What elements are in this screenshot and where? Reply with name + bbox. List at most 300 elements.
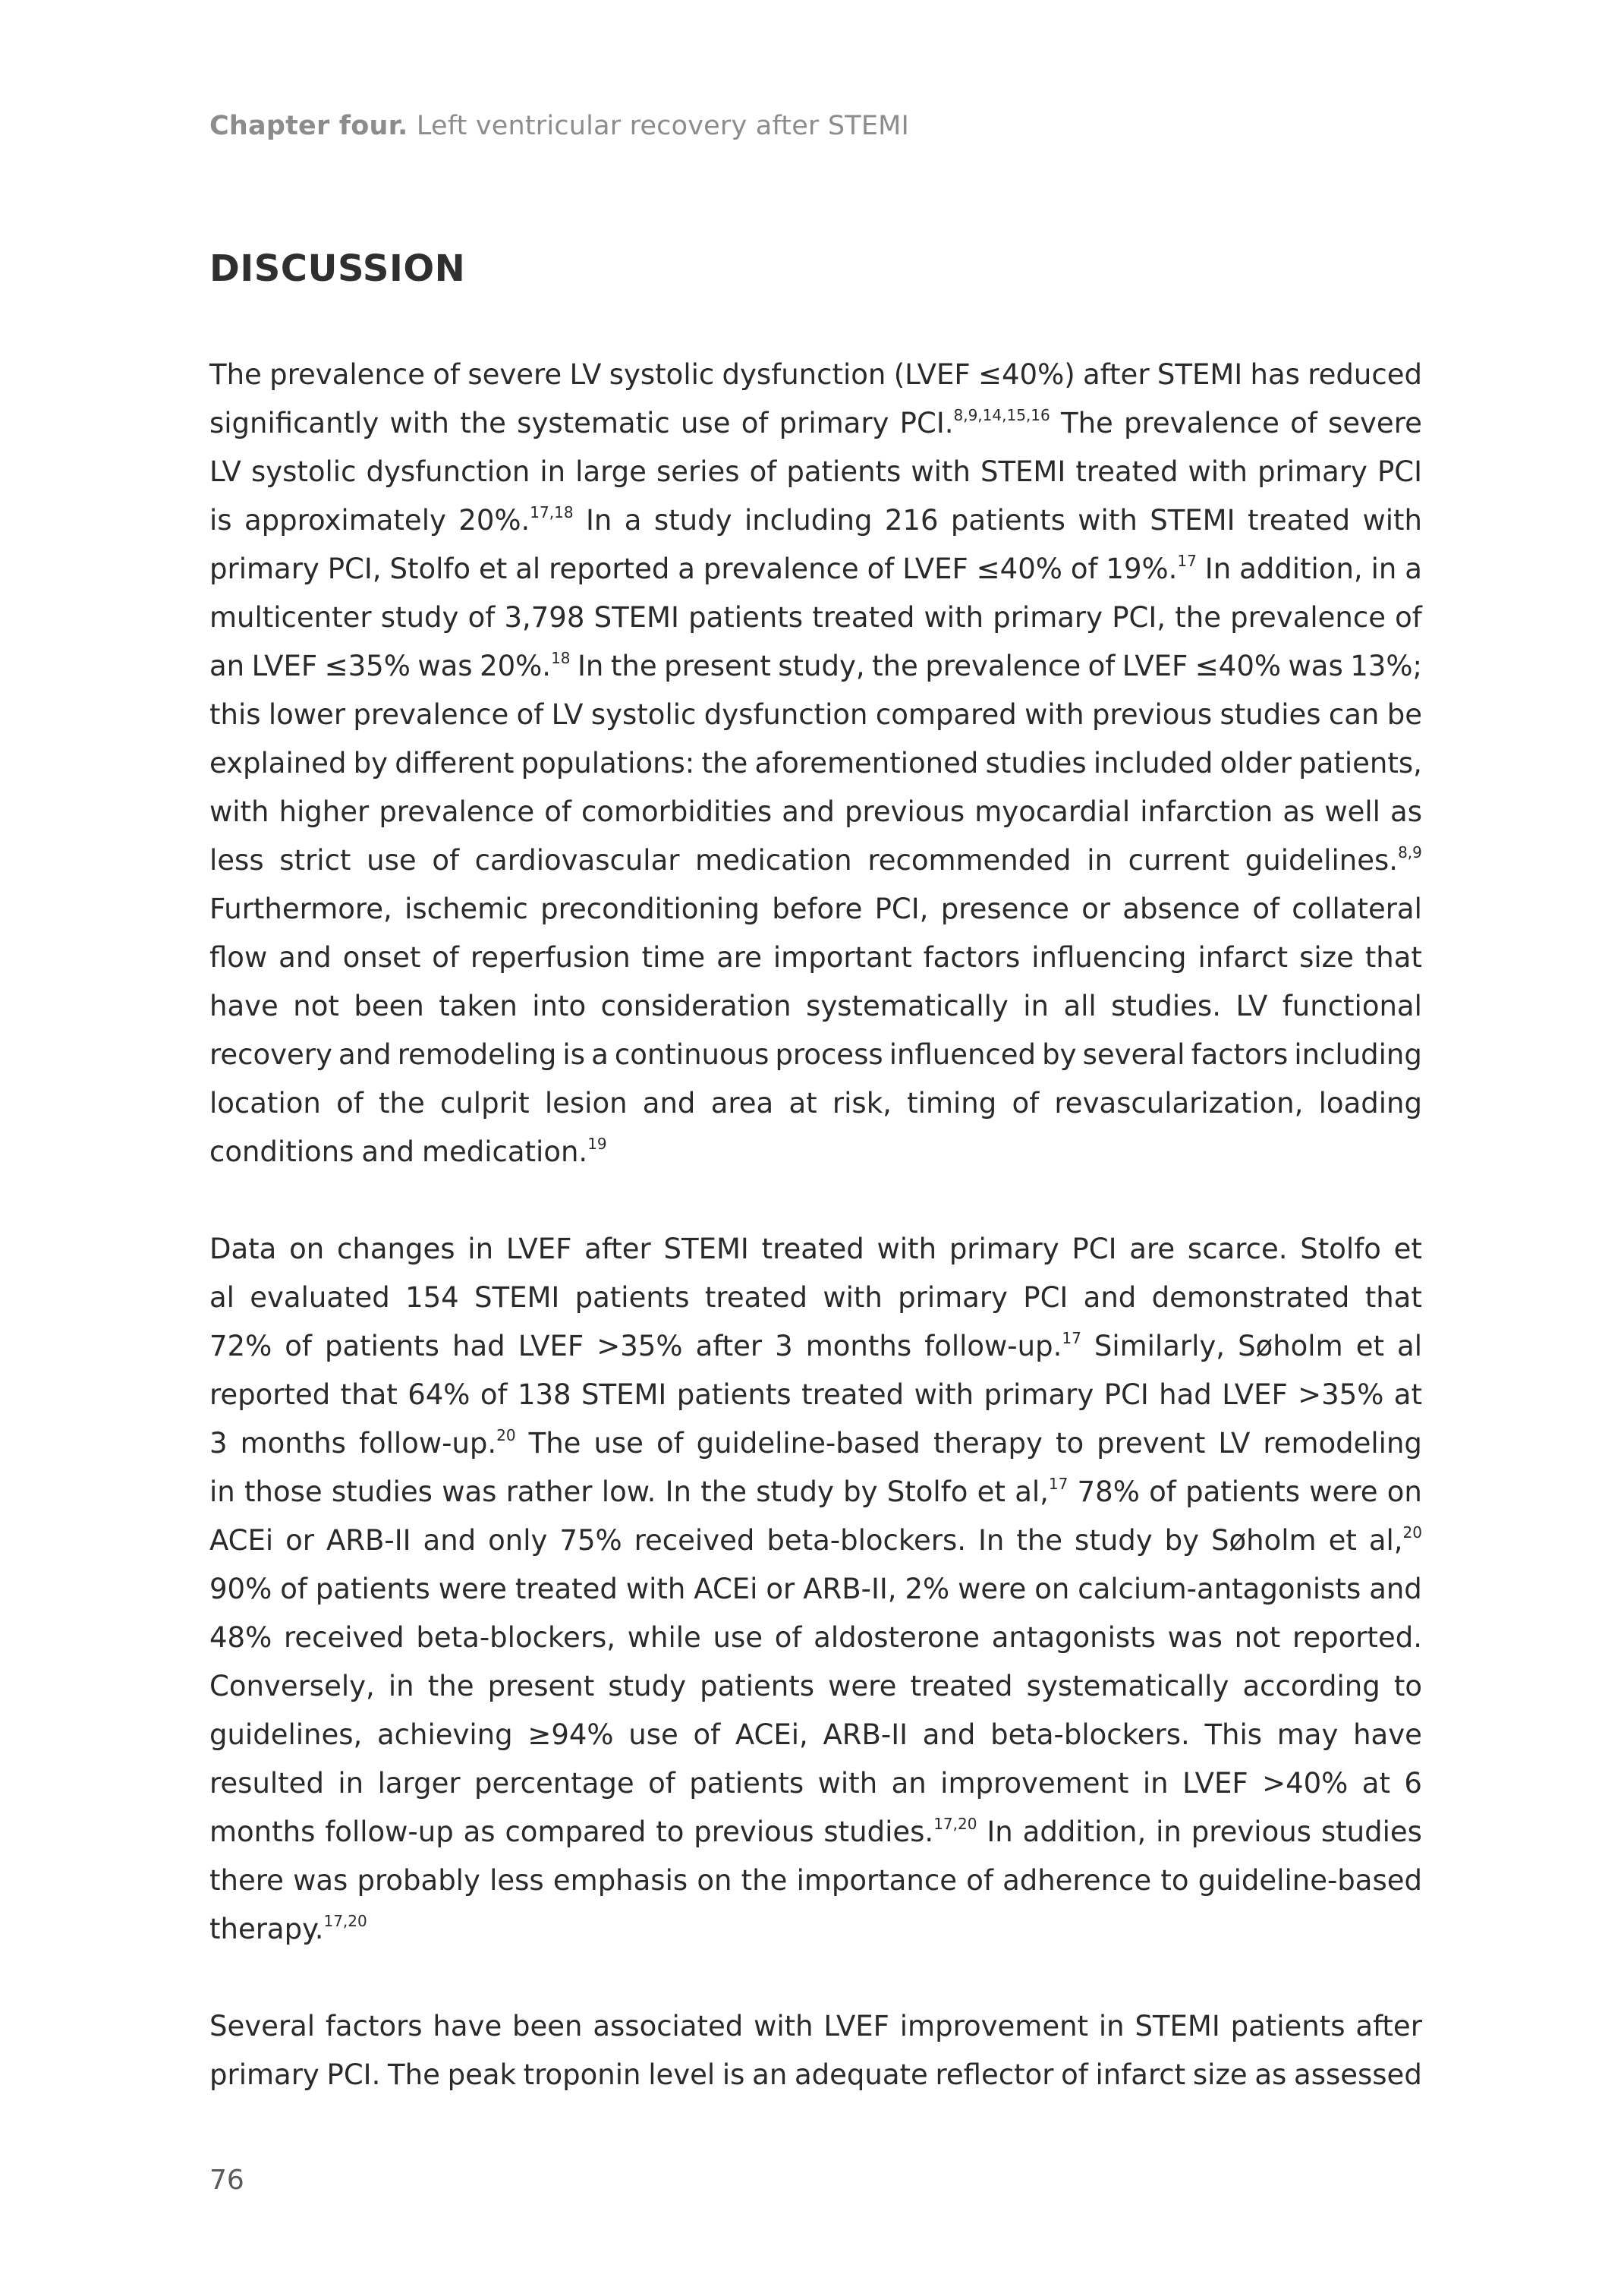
word: a bbox=[678, 553, 695, 585]
word: treated bbox=[1075, 455, 1179, 488]
word: including bbox=[1294, 1038, 1422, 1071]
word: PCI, bbox=[874, 893, 929, 925]
word: patients bbox=[1185, 1475, 1301, 1508]
word: PCI. bbox=[326, 2058, 381, 2091]
word: remodeling bbox=[1263, 1427, 1422, 1460]
word: patients bbox=[325, 1330, 439, 1362]
body-text bbox=[209, 351, 1422, 2148]
word: In bbox=[977, 1524, 1005, 1557]
word: including bbox=[744, 504, 873, 537]
word: location bbox=[209, 1087, 321, 1120]
word: 78% bbox=[1077, 1475, 1140, 1508]
word: months bbox=[805, 1330, 912, 1362]
word: treated bbox=[515, 1573, 618, 1605]
word: to bbox=[1393, 1670, 1422, 1702]
word: treated bbox=[704, 1281, 808, 1314]
word: The bbox=[209, 358, 262, 391]
word: ARB-II, bbox=[803, 1573, 897, 1605]
word: in bbox=[1142, 1767, 1169, 1800]
text-line bbox=[209, 1274, 1422, 1322]
citation-superscript: 17,18 bbox=[530, 503, 574, 521]
text-line bbox=[209, 1808, 1422, 1857]
word: several bbox=[1082, 1038, 1185, 1071]
word: of bbox=[741, 407, 769, 439]
word: 154 bbox=[405, 1281, 459, 1314]
text-line bbox=[209, 1565, 1422, 1614]
word: of bbox=[544, 795, 571, 828]
word: 72% bbox=[209, 1330, 272, 1362]
word: LV bbox=[209, 455, 241, 488]
word: or bbox=[766, 1573, 795, 1605]
word: 3,798 bbox=[504, 601, 585, 634]
word: changes bbox=[337, 1233, 455, 1265]
word: follow-up.$^{17}$ bbox=[924, 1329, 1081, 1362]
word: have bbox=[1353, 1718, 1422, 1751]
text-line bbox=[209, 1031, 1422, 1079]
word: by bbox=[1164, 1524, 1200, 1557]
word: higher bbox=[279, 795, 370, 828]
word: in bbox=[1087, 844, 1113, 877]
word: by bbox=[353, 747, 389, 779]
word: LVEF bbox=[1182, 1767, 1248, 1800]
word: were bbox=[958, 1573, 1027, 1605]
word: >40% bbox=[1262, 1767, 1349, 1800]
word: LVEF bbox=[823, 2010, 889, 2042]
word: et bbox=[977, 1475, 1006, 1508]
word: primary bbox=[209, 2058, 319, 2091]
word: to bbox=[1160, 1864, 1189, 1897]
word: treated bbox=[1247, 504, 1351, 537]
word: are bbox=[1129, 1233, 1176, 1265]
word: In bbox=[1204, 553, 1232, 585]
text-line bbox=[209, 351, 1422, 399]
word: prevalence bbox=[269, 358, 425, 391]
word: STEMI bbox=[1157, 358, 1243, 391]
word: study, bbox=[778, 650, 865, 682]
word: previous bbox=[844, 795, 965, 828]
word: of bbox=[648, 1767, 675, 1800]
word: 216 bbox=[884, 504, 939, 537]
word: with bbox=[1024, 698, 1084, 731]
word: with bbox=[625, 1573, 686, 1605]
word: or bbox=[285, 1524, 314, 1557]
word: was bbox=[1167, 1621, 1223, 1654]
word: those bbox=[244, 1475, 323, 1508]
word: reflector bbox=[935, 2058, 1054, 2091]
word: 2% bbox=[905, 1573, 950, 1605]
word: after bbox=[584, 1233, 651, 1265]
word: treated bbox=[910, 1670, 1013, 1702]
word: use bbox=[593, 1427, 644, 1460]
word: lower bbox=[268, 698, 346, 731]
word: of bbox=[280, 1573, 307, 1605]
word: received bbox=[283, 1621, 404, 1654]
word: aforementioned bbox=[754, 747, 979, 779]
word: may bbox=[1276, 1718, 1339, 1751]
word: at bbox=[1361, 1767, 1390, 1800]
word: received bbox=[634, 1524, 755, 1557]
paragraph bbox=[209, 351, 1422, 1176]
word: explained bbox=[209, 747, 347, 779]
word: can bbox=[1328, 698, 1380, 731]
word: a bbox=[1405, 553, 1422, 585]
word: patients bbox=[574, 1281, 690, 1314]
word: factors bbox=[1191, 1038, 1289, 1071]
word: Stolfo bbox=[389, 553, 471, 585]
word: was bbox=[293, 1864, 348, 1897]
word: ACEi bbox=[209, 1524, 274, 1557]
word: and bbox=[338, 1038, 392, 1071]
word: with bbox=[1188, 455, 1248, 488]
word: STEMI bbox=[1150, 504, 1235, 537]
word: remodeling bbox=[397, 1038, 557, 1071]
text-line bbox=[209, 934, 1422, 982]
word: an bbox=[891, 1767, 927, 1800]
word: Stolfo bbox=[886, 1475, 968, 1508]
word: on bbox=[697, 1864, 732, 1897]
word: and bbox=[922, 1718, 976, 1751]
word: LV bbox=[569, 358, 602, 391]
word: rather bbox=[505, 1475, 593, 1508]
word: present bbox=[487, 1670, 595, 1702]
word: et bbox=[1328, 1524, 1357, 1557]
word: at bbox=[788, 1087, 817, 1120]
word: PCI bbox=[1377, 455, 1422, 488]
word: PCI bbox=[1072, 1233, 1117, 1265]
word: comorbidities bbox=[581, 795, 773, 828]
word: dysfunction bbox=[703, 698, 868, 731]
running-header bbox=[209, 111, 909, 141]
word: study bbox=[1075, 1524, 1153, 1557]
word: after bbox=[1355, 2010, 1422, 2042]
word: lesion bbox=[544, 1087, 628, 1120]
word: adherence bbox=[1002, 1864, 1152, 1897]
word: the bbox=[872, 650, 918, 682]
word: compared bbox=[875, 698, 1017, 731]
word: reperfusion bbox=[470, 941, 631, 974]
word: et bbox=[1355, 1330, 1384, 1362]
word: as bbox=[1254, 2058, 1287, 2091]
word: is bbox=[562, 1038, 585, 1071]
word: treated bbox=[801, 1378, 905, 1411]
text-line bbox=[209, 594, 1422, 642]
word: patients bbox=[676, 1378, 792, 1411]
word: 64% bbox=[408, 1378, 471, 1411]
text-line bbox=[209, 1516, 1422, 1565]
word: the bbox=[1175, 601, 1221, 634]
word: an bbox=[752, 2058, 788, 2091]
word: previous bbox=[1191, 1816, 1311, 1848]
word: of bbox=[480, 1378, 508, 1411]
chapter-label: Chapter four. bbox=[209, 111, 408, 141]
word: in bbox=[540, 455, 566, 488]
text-line bbox=[209, 1419, 1422, 1468]
word: systolic bbox=[250, 455, 357, 488]
word: absence bbox=[1122, 893, 1241, 925]
word: systematically bbox=[806, 990, 1009, 1022]
word: ≥94% bbox=[527, 1718, 614, 1751]
word: study bbox=[608, 1670, 686, 1702]
word: percentage bbox=[474, 1767, 634, 1800]
word: ≤40%) bbox=[977, 358, 1075, 391]
word: larger bbox=[377, 1767, 461, 1800]
word: al bbox=[515, 553, 541, 585]
word: in bbox=[1156, 1816, 1182, 1848]
citation-superscript: 20 bbox=[496, 1426, 516, 1444]
citation-superscript: 19 bbox=[587, 1135, 607, 1153]
word: the bbox=[1016, 1524, 1063, 1557]
word: of bbox=[749, 455, 777, 488]
word: strict bbox=[279, 844, 351, 877]
word: present bbox=[664, 650, 771, 682]
word: PCI bbox=[1023, 1281, 1069, 1314]
word: primary bbox=[993, 601, 1103, 634]
word: prevalence bbox=[703, 553, 859, 585]
word: In bbox=[585, 504, 612, 537]
word: troponin bbox=[523, 2058, 641, 2091]
word: and bbox=[423, 1524, 477, 1557]
word: were bbox=[438, 1573, 507, 1605]
text-line bbox=[209, 642, 1422, 691]
word: resulted bbox=[209, 1767, 324, 1800]
word: of bbox=[336, 1087, 364, 1120]
word: dysfunction bbox=[366, 455, 530, 488]
text-line bbox=[209, 1857, 1422, 1905]
word: loading bbox=[1318, 1087, 1422, 1120]
citation-superscript: 8,9,14,15,16 bbox=[953, 406, 1050, 424]
word: infarct bbox=[1095, 2058, 1186, 2091]
word: and bbox=[782, 795, 835, 828]
word: studies bbox=[331, 1475, 433, 1508]
text-line bbox=[209, 1711, 1422, 1759]
word: use bbox=[367, 844, 417, 877]
word: with bbox=[877, 1233, 937, 1265]
word: with bbox=[1362, 504, 1422, 537]
word: follow-up bbox=[325, 1816, 454, 1848]
text-line bbox=[209, 545, 1422, 594]
word: ACEi, bbox=[735, 1718, 808, 1751]
word: the bbox=[700, 1475, 747, 1508]
word: of bbox=[867, 553, 895, 585]
word: after bbox=[695, 1330, 763, 1362]
word: prevalence bbox=[1230, 601, 1386, 634]
word: influenced bbox=[889, 1038, 1037, 1071]
word: size bbox=[1192, 2058, 1248, 2091]
word: medication.$^{19}$ bbox=[421, 1135, 607, 1168]
word: studies bbox=[1220, 698, 1321, 731]
word: preconditioning bbox=[540, 893, 760, 925]
word: of bbox=[1395, 601, 1422, 634]
word: at bbox=[1393, 1378, 1422, 1411]
word: 75% bbox=[559, 1524, 622, 1557]
word: medication bbox=[695, 844, 852, 877]
word: not bbox=[1234, 1621, 1281, 1654]
word: STEMI bbox=[1135, 2010, 1220, 2042]
word: risk, bbox=[832, 1087, 892, 1120]
word: were bbox=[828, 1670, 897, 1702]
word: calcium-antagonists bbox=[1078, 1573, 1361, 1605]
word: different bbox=[395, 747, 515, 779]
word: approximately bbox=[244, 504, 446, 537]
page-number: 76 bbox=[209, 2165, 244, 2196]
word: LV bbox=[1218, 1427, 1251, 1460]
word: guideline-based bbox=[1198, 1864, 1422, 1897]
word: In bbox=[987, 1816, 1013, 1848]
text-line bbox=[209, 2002, 1422, 2051]
word: treated bbox=[761, 1233, 864, 1265]
word: on bbox=[1034, 1573, 1070, 1605]
word: The bbox=[1060, 407, 1113, 439]
word: a bbox=[591, 1038, 609, 1071]
text-line bbox=[209, 885, 1422, 934]
text-line bbox=[209, 1614, 1422, 1662]
word: evaluated bbox=[250, 1281, 390, 1314]
word: ARB-II bbox=[823, 1718, 908, 1751]
word: guideline-based bbox=[696, 1427, 921, 1460]
word: studies bbox=[1320, 1816, 1422, 1848]
word: Several bbox=[209, 2010, 316, 2042]
word: studies.$^{17,20}$ bbox=[823, 1815, 977, 1848]
section-heading: DISCUSSION bbox=[209, 247, 466, 290]
word: flow bbox=[209, 941, 268, 974]
word: In bbox=[665, 1475, 691, 1508]
word: included bbox=[1093, 747, 1213, 779]
word: was bbox=[442, 1475, 497, 1508]
word: primary bbox=[209, 553, 319, 585]
word: therapy bbox=[933, 1427, 1043, 1460]
word: by bbox=[1042, 1038, 1077, 1071]
word: was bbox=[417, 650, 473, 682]
word: as bbox=[463, 1816, 496, 1848]
word: STEMI bbox=[593, 601, 679, 634]
word: importance bbox=[796, 1864, 957, 1897]
word: of bbox=[1252, 893, 1279, 925]
word: is bbox=[722, 2058, 745, 2091]
word: of bbox=[656, 1427, 684, 1460]
word: et bbox=[1393, 1233, 1422, 1265]
word: guidelines, bbox=[209, 1718, 363, 1751]
word: important bbox=[773, 941, 912, 974]
text-line bbox=[209, 1468, 1422, 1516]
citation-superscript: 17,20 bbox=[933, 1815, 977, 1833]
word: is bbox=[209, 504, 232, 537]
word: and bbox=[642, 1087, 696, 1120]
word: while bbox=[627, 1621, 701, 1654]
word: systematically bbox=[1026, 1670, 1229, 1702]
word: and bbox=[1369, 1573, 1422, 1605]
word: on bbox=[1386, 1475, 1422, 1508]
word: of bbox=[433, 358, 460, 391]
word: only bbox=[488, 1524, 548, 1557]
word: prevalence bbox=[1124, 407, 1279, 439]
word: assessed bbox=[1294, 2058, 1422, 2091]
word: infarction bbox=[1140, 795, 1273, 828]
word: Similarly, bbox=[1094, 1330, 1226, 1362]
word: in bbox=[1023, 990, 1049, 1022]
word: 3 bbox=[775, 1330, 793, 1362]
word: studies bbox=[985, 747, 1087, 779]
word: 13%; bbox=[1350, 650, 1422, 682]
text-line bbox=[209, 1079, 1422, 1128]
word: LVEF bbox=[1122, 650, 1188, 682]
word: 20%.$^{17,18}$ bbox=[458, 503, 574, 537]
word: be bbox=[1386, 698, 1422, 731]
word: with bbox=[914, 1378, 974, 1411]
word: follow-up.$^{20}$ bbox=[358, 1426, 516, 1460]
word: LVEF bbox=[518, 1330, 584, 1362]
word: study bbox=[756, 1475, 834, 1508]
word: reported bbox=[209, 1378, 331, 1411]
text-line bbox=[209, 691, 1422, 739]
word: myocardial bbox=[974, 795, 1131, 828]
word: factors bbox=[325, 2010, 423, 2042]
word: consideration bbox=[600, 990, 792, 1022]
word: The bbox=[388, 2058, 440, 2091]
word: was bbox=[1288, 650, 1343, 682]
word: This bbox=[1204, 1718, 1263, 1751]
word: have bbox=[433, 2010, 502, 2042]
word: the bbox=[427, 1670, 474, 1702]
word: >35% bbox=[1298, 1378, 1384, 1411]
word: months bbox=[209, 1816, 316, 1848]
word: into bbox=[532, 990, 587, 1022]
word: to bbox=[656, 1816, 685, 1848]
word: that bbox=[1364, 1281, 1422, 1314]
word: of bbox=[966, 1864, 993, 1897]
word: previous bbox=[694, 1816, 814, 1848]
word: recommended bbox=[867, 844, 1072, 877]
word: there bbox=[209, 1864, 284, 1897]
word: patients bbox=[689, 1767, 804, 1800]
citation-superscript: 17,20 bbox=[323, 1912, 367, 1930]
word: in bbox=[338, 1767, 364, 1800]
word: 90% bbox=[209, 1573, 272, 1605]
word: of bbox=[774, 1621, 802, 1654]
word: in bbox=[209, 1475, 235, 1508]
word: that bbox=[1364, 941, 1422, 974]
word: with bbox=[754, 2010, 814, 2042]
word: and bbox=[361, 1135, 414, 1168]
word: the bbox=[610, 650, 657, 682]
word: prevalence bbox=[925, 650, 1081, 682]
citation-superscript: 8,9 bbox=[1398, 843, 1422, 861]
word: with bbox=[1078, 504, 1138, 537]
word: revascularization, bbox=[1054, 1087, 1304, 1120]
word: with bbox=[209, 795, 269, 828]
word: associated bbox=[593, 2010, 744, 2042]
word: been bbox=[512, 2010, 583, 2042]
word: PCI, bbox=[1112, 601, 1166, 634]
word: systolic bbox=[590, 698, 697, 731]
word: PCI bbox=[1103, 1378, 1149, 1411]
word: systematic bbox=[517, 407, 670, 439]
word: by bbox=[843, 1475, 878, 1508]
text-line bbox=[209, 1662, 1422, 1711]
word: addition, bbox=[1239, 553, 1363, 585]
word: onset bbox=[342, 941, 421, 974]
word: have bbox=[209, 990, 279, 1022]
word: demonstrated bbox=[1151, 1281, 1350, 1314]
word: had bbox=[1159, 1378, 1212, 1411]
word: conditions bbox=[209, 1135, 354, 1168]
word: emphasis bbox=[552, 1864, 688, 1897]
word: primary bbox=[1257, 455, 1367, 488]
word: of bbox=[1012, 1087, 1040, 1120]
word: are bbox=[716, 941, 762, 974]
word: influencing bbox=[1031, 941, 1187, 974]
word: In bbox=[578, 650, 604, 682]
text-line bbox=[209, 788, 1422, 836]
